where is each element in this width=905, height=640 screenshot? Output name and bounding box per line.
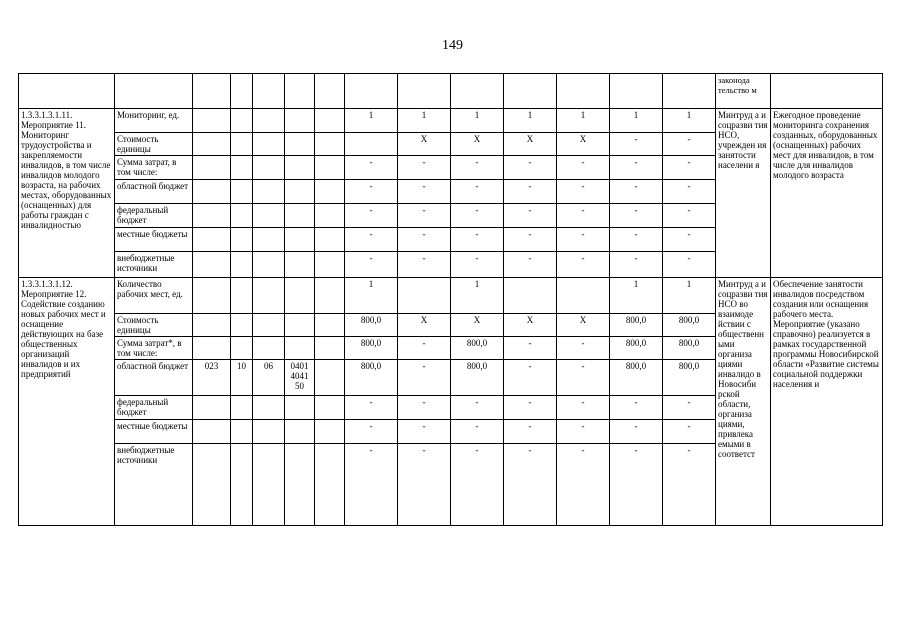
indicator-label: федеральный бюджет: [115, 204, 193, 228]
value-cell: 800,0: [345, 360, 398, 396]
executor-cell: Минтруд а и соцразви тия НСО во взаимоде йствии с общественными организа циями инвалидо в Новосиби рской области, организа циями, привлека емыми в соответст: [716, 278, 771, 526]
value-cell: -: [345, 396, 398, 420]
table-row: [19, 278, 883, 314]
value-cell: -: [663, 156, 716, 180]
value-cell: -: [451, 204, 504, 228]
budget-code-cell: 10: [231, 360, 253, 396]
empty-cell: [253, 228, 285, 252]
empty-cell: [315, 228, 345, 252]
empty-cell: [285, 133, 315, 156]
value-cell: -: [557, 396, 610, 420]
indicator-label: областной бюджет: [115, 180, 193, 204]
empty-cell: [193, 278, 231, 314]
value-cell: -: [557, 180, 610, 204]
empty-cell: [315, 133, 345, 156]
value-cell: -: [451, 228, 504, 252]
value-cell: -: [345, 156, 398, 180]
value-cell: 1: [557, 109, 610, 133]
value-cell: -: [504, 180, 557, 204]
executor-cell: законода тельство м: [716, 74, 771, 109]
value-cell: -: [557, 156, 610, 180]
value-cell: [504, 278, 557, 314]
empty-cell: [315, 156, 345, 180]
empty-cell: [253, 396, 285, 420]
empty-cell: [315, 444, 345, 526]
value-cell: -: [504, 204, 557, 228]
empty-cell: [315, 360, 345, 396]
empty-cell: [231, 228, 253, 252]
empty-cell: [193, 444, 231, 526]
indicator-label: Стоимость единицы: [115, 133, 193, 156]
empty-cell: [231, 133, 253, 156]
value-cell: -: [451, 180, 504, 204]
executor-cell: Минтруд а и соцразви тия НСО, учрежден ия занятости населени я: [716, 109, 771, 278]
value-cell: -: [557, 204, 610, 228]
measure-code-cell: 1.3.3.1.3.1.12. Мероприятие 12. Содействие созданию новых рабочих мест и оснащение действующих на базе общественных организаций инвалидов и их предприятий: [19, 278, 115, 526]
value-cell: X: [398, 314, 451, 337]
empty-cell: [285, 252, 315, 278]
value-cell: -: [663, 252, 716, 278]
value-cell: -: [610, 420, 663, 444]
empty-cell: [285, 396, 315, 420]
empty-cell: [315, 252, 345, 278]
empty-cell: [193, 396, 231, 420]
value-cell: X: [504, 133, 557, 156]
value-cell: X: [504, 314, 557, 337]
value-cell: -: [504, 444, 557, 526]
value-cell: 800,0: [663, 360, 716, 396]
empty-cell: [231, 337, 253, 360]
empty-cell: [231, 204, 253, 228]
value-cell: -: [610, 444, 663, 526]
empty-cell: [285, 156, 315, 180]
value-cell: X: [557, 133, 610, 156]
value-cell: 800,0: [663, 337, 716, 360]
empty-cell: [193, 337, 231, 360]
empty-cell: [253, 252, 285, 278]
value-cell: -: [451, 156, 504, 180]
empty-cell: [231, 278, 253, 314]
indicator-label: федеральный бюджет: [115, 396, 193, 420]
value-cell: -: [663, 133, 716, 156]
value-cell: 1: [504, 109, 557, 133]
expected-result-cell: Обеспечение занятости инвалидов посредством создания или оснащения рабочего места. Мероприятие (указано справочно) реализуется в рамках государственной программы Новосибирской области «Развитие системы социальной поддержки населения и: [771, 278, 883, 526]
value-cell: -: [398, 156, 451, 180]
value-cell: [345, 133, 398, 156]
value-cell: -: [663, 420, 716, 444]
value-cell: X: [557, 314, 610, 337]
empty-cell: [193, 133, 231, 156]
value-cell: -: [557, 228, 610, 252]
value-cell: 1: [663, 278, 716, 314]
empty-cell: [253, 204, 285, 228]
value-cell: -: [504, 228, 557, 252]
value-cell: -: [504, 156, 557, 180]
value-cell: -: [451, 252, 504, 278]
value-cell: -: [398, 337, 451, 360]
value-cell: -: [451, 420, 504, 444]
empty-cell: [231, 156, 253, 180]
value-cell: -: [663, 396, 716, 420]
value-cell: -: [504, 360, 557, 396]
budget-code-cell: 0401 4041 50: [285, 360, 315, 396]
empty-cell: [315, 109, 345, 133]
value-cell: -: [610, 204, 663, 228]
value-cell: -: [504, 420, 557, 444]
empty-cell: [193, 228, 231, 252]
value-cell: 1: [451, 109, 504, 133]
value-cell: -: [610, 396, 663, 420]
empty-cell: [253, 180, 285, 204]
value-cell: 1: [663, 109, 716, 133]
value-cell: -: [557, 337, 610, 360]
value-cell: 1: [398, 109, 451, 133]
empty-cell: [253, 133, 285, 156]
empty-cell: [253, 156, 285, 180]
empty-cell: [253, 444, 285, 526]
value-cell: 800,0: [610, 360, 663, 396]
value-cell: 800,0: [451, 360, 504, 396]
empty-cell: [315, 180, 345, 204]
value-cell: -: [504, 396, 557, 420]
value-cell: -: [504, 337, 557, 360]
value-cell: -: [557, 420, 610, 444]
indicator-label: Сумма затрат*, в том числе:: [115, 337, 193, 360]
value-cell: 1: [610, 278, 663, 314]
empty-cell: [285, 204, 315, 228]
value-cell: -: [451, 396, 504, 420]
empty-cell: [231, 396, 253, 420]
indicator-label: Сумма затрат, в том числе:: [115, 156, 193, 180]
value-cell: -: [345, 444, 398, 526]
empty-cell: [193, 156, 231, 180]
empty-cell: [285, 278, 315, 314]
value-cell: -: [663, 204, 716, 228]
value-cell: 1: [345, 109, 398, 133]
empty-cell: [193, 252, 231, 278]
empty-cell: [253, 278, 285, 314]
value-cell: -: [398, 444, 451, 526]
value-cell: -: [663, 180, 716, 204]
empty-cell: [193, 180, 231, 204]
value-cell: X: [451, 133, 504, 156]
table-row: [19, 74, 883, 109]
empty-cell: [231, 109, 253, 133]
empty-cell: [285, 109, 315, 133]
value-cell: -: [398, 204, 451, 228]
empty-cell: [231, 252, 253, 278]
value-cell: -: [345, 228, 398, 252]
indicator-label: Мониторинг, ед.: [115, 109, 193, 133]
indicator-label: областной бюджет: [115, 360, 193, 396]
value-cell: 800,0: [451, 337, 504, 360]
value-cell: 1: [345, 278, 398, 314]
value-cell: -: [663, 228, 716, 252]
value-cell: -: [398, 396, 451, 420]
empty-cell: [253, 420, 285, 444]
value-cell: 800,0: [663, 314, 716, 337]
value-cell: -: [451, 444, 504, 526]
value-cell: -: [557, 252, 610, 278]
indicator-label: местные бюджеты: [115, 228, 193, 252]
value-cell: 1: [610, 109, 663, 133]
value-cell: -: [345, 252, 398, 278]
empty-cell: [315, 420, 345, 444]
empty-cell: [285, 180, 315, 204]
table-row: [19, 109, 883, 133]
value-cell: -: [610, 252, 663, 278]
empty-cell: [253, 314, 285, 337]
empty-cell: [285, 314, 315, 337]
value-cell: -: [610, 156, 663, 180]
value-cell: -: [398, 360, 451, 396]
value-cell: -: [557, 444, 610, 526]
value-cell: -: [504, 252, 557, 278]
value-cell: -: [345, 204, 398, 228]
value-cell: -: [663, 444, 716, 526]
value-cell: -: [610, 133, 663, 156]
value-cell: -: [610, 228, 663, 252]
empty-cell: [315, 396, 345, 420]
empty-cell: [253, 109, 285, 133]
indicator-label: внебюджетные источники: [115, 444, 193, 526]
measure-code-cell: 1.3.3.1.3.1.11. Мероприятие 11. Мониторинг трудоустройства и закрепляемости инвалидов, в том числе инвалидов молодого возраста, на рабочих местах, оборудованных (оснащенных) для работы граждан с инвалидностью: [19, 109, 115, 278]
empty-cell: [315, 204, 345, 228]
value-cell: -: [398, 228, 451, 252]
value-cell: -: [345, 420, 398, 444]
program-table: [18, 73, 883, 526]
empty-cell: [193, 109, 231, 133]
empty-cell: [315, 278, 345, 314]
empty-cell: [285, 444, 315, 526]
empty-cell: [285, 337, 315, 360]
empty-cell: [315, 337, 345, 360]
indicator-label: Количество рабочих мест, ед.: [115, 278, 193, 314]
value-cell: -: [557, 360, 610, 396]
value-cell: -: [398, 180, 451, 204]
value-cell: -: [398, 252, 451, 278]
empty-cell: [231, 180, 253, 204]
value-cell: 800,0: [345, 337, 398, 360]
indicator-label: внебюджетные источники: [115, 252, 193, 278]
expected-result-cell: Ежегодное проведение мониторинга сохранения созданных, оборудованных (оснащенных) рабочих мест для инвалидов, в том числе для инвалидов молодого возраста: [771, 109, 883, 278]
empty-cell: [231, 444, 253, 526]
empty-cell: [193, 204, 231, 228]
indicator-label: местные бюджеты: [115, 420, 193, 444]
empty-cell: [253, 337, 285, 360]
empty-cell: [285, 228, 315, 252]
empty-cell: [193, 420, 231, 444]
page-number: 149: [442, 38, 463, 53]
indicator-label: Стоимость единицы: [115, 314, 193, 337]
value-cell: [557, 278, 610, 314]
empty-cell: [193, 314, 231, 337]
budget-code-cell: 06: [253, 360, 285, 396]
empty-cell: [285, 420, 315, 444]
value-cell: -: [345, 180, 398, 204]
value-cell: 1: [451, 278, 504, 314]
value-cell: 800,0: [610, 314, 663, 337]
value-cell: -: [398, 420, 451, 444]
value-cell: [398, 278, 451, 314]
value-cell: -: [610, 180, 663, 204]
value-cell: 800,0: [345, 314, 398, 337]
budget-code-cell: 023: [193, 360, 231, 396]
value-cell: X: [398, 133, 451, 156]
empty-cell: [231, 314, 253, 337]
empty-cell: [315, 314, 345, 337]
value-cell: X: [451, 314, 504, 337]
empty-cell: [231, 420, 253, 444]
value-cell: 800,0: [610, 337, 663, 360]
